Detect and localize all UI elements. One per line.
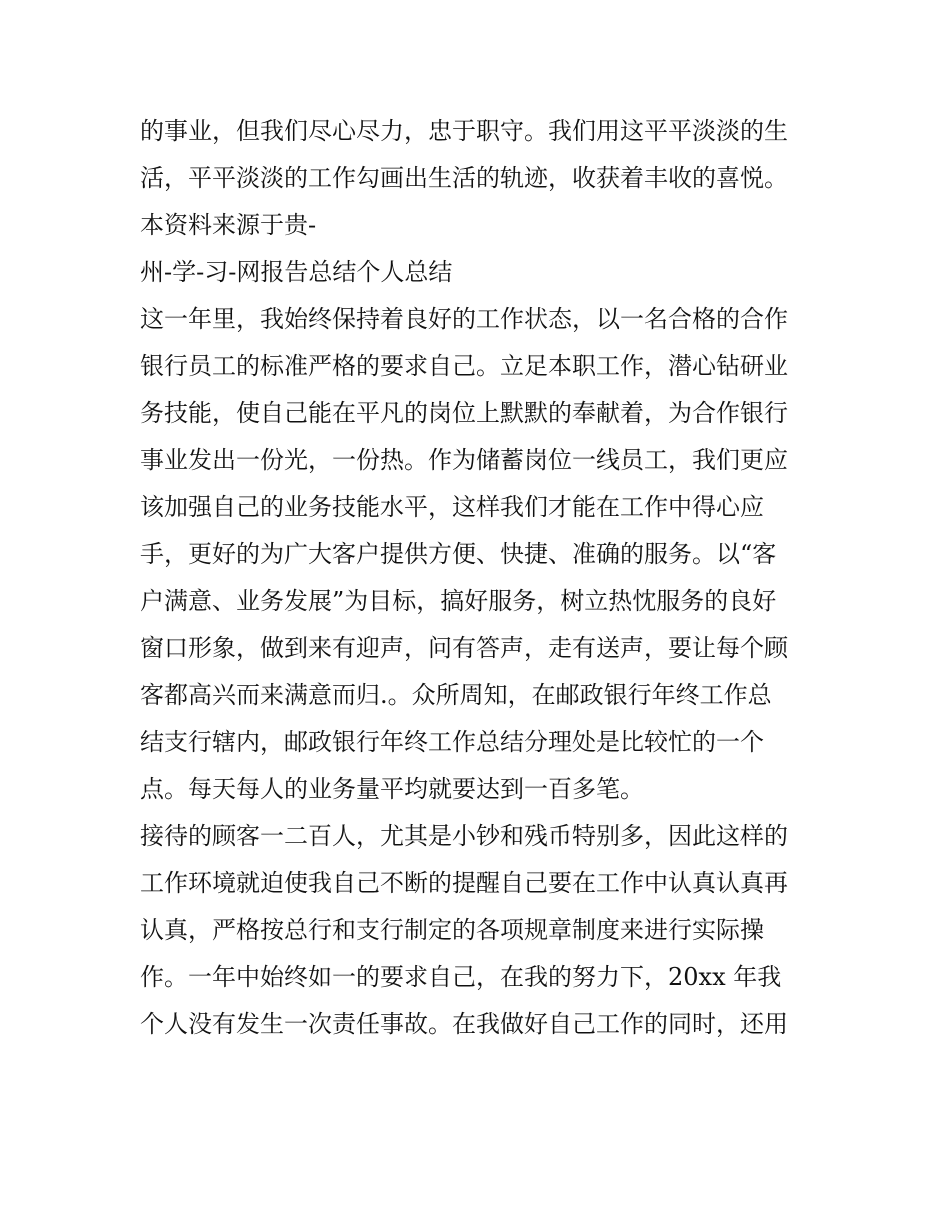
text-line: 点。每天每人的业务量平均就要达到一百多笔。 [140,775,644,803]
text-line: 手，更好的为广大客户提供方便、快捷、准确的服务。以“客 [140,540,777,568]
text-line: 个人没有发生一次责任事故。在我做好自己工作的同时，还用 [140,1010,788,1038]
text-line: 结支行辖内，邮政银行年终工作总结分理处是比较忙的一个 [140,728,764,756]
text-line: 本资料来源于贵- [140,211,317,239]
body-text [140,108,820,1048]
text-line: 窗口形象，做到来有迎声，问有答声，走有送声，要让每个顾 [140,634,788,662]
text-line: 活，平平淡淡的工作勾画出生活的轨迹，收获着丰收的喜悦。 [140,164,788,192]
text-line: 这一年里，我始终保持着良好的工作状态，以一名合格的合作 [140,305,788,333]
text-line: 州-学-习-网报告总结个人总结 [140,258,453,286]
text-line: 认真，严格按总行和支行制定的各项规章制度来进行实际操 [140,916,764,944]
text-line: 接待的顾客一二百人，尤其是小钞和残币特别多，因此这样的 [140,822,788,850]
text-line: 户满意、业务发展”为目标，搞好服务，树立热忱服务的良好 [140,587,777,615]
text-line: 的事业，但我们尽心尽力，忠于职守。我们用这平平淡淡的生 [140,117,788,145]
text-line: 客都高兴而来满意而归.。众所周知，在邮政银行年终工作总 [140,681,772,709]
text-line: 作。一年中始终如一的要求自己，在我的努力下，20xx 年我 [140,963,782,991]
text-line: 事业发出一份光，一份热。作为储蓄岗位一线员工，我们更应 [140,446,788,474]
text-line: 银行员工的标准严格的要求自己。立足本职工作，潜心钻研业 [140,352,788,380]
text-line: 务技能，使自己能在平凡的岗位上默默的奉献着，为合作银行 [140,399,788,427]
text-line: 工作环境就迫使我自己不断的提醒自己要在工作中认真认真再 [140,869,788,897]
text-line: 该加强自己的业务技能水平，这样我们才能在工作中得心应 [140,493,764,521]
